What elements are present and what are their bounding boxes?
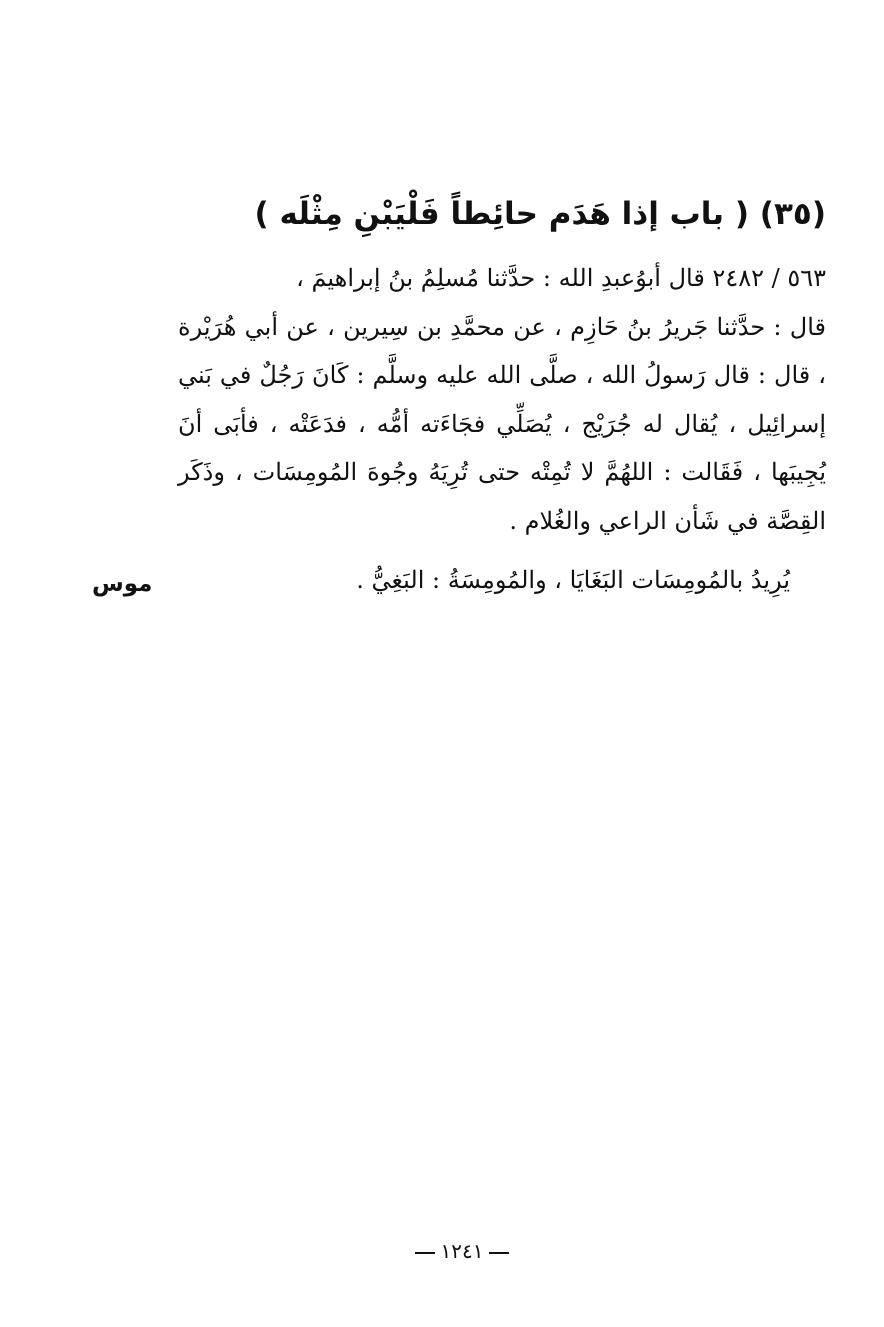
footer-dash-right	[489, 1252, 509, 1254]
page-footer	[392, 1236, 532, 1266]
page-number: ١٢٤١	[440, 1239, 484, 1263]
margin-root-word: موس	[92, 571, 153, 597]
hadith-body	[178, 254, 826, 545]
hadith-number-line: ٥٦٣ / ٢٤٨٢ قال أبوُعبدِ الله : حدَّثنا مُسلِمُ بنُ إبراهيمَ ،	[296, 264, 826, 292]
chapter-heading: (٣٥) ( باب إذا هَدَم حائِطاً فَلْيَبْنِ مِثْلَه )	[254, 196, 826, 232]
footer-dash-left	[415, 1252, 435, 1254]
gloss-note: يُرِيدُ بالمُومِسَات البَغَايَا ، والمُومِسَةُ : البَغِيُّ .	[356, 566, 790, 594]
hadith-text: قال : حدَّثنا جَريرُ بنُ حَازِم ، عن محمَّدِ بن سِيرين ، عن أبي هُرَيْرة ، قال : قال رَسولُ الله ، صلَّى الله عليه وسلَّم : كَانَ رَجُلٌ في بَني إسرائِيل ، يُقال له جُرَيْج ، يُصَلِّي فجَاءَته أمُّه ، فدَعَتْه ، فأبَى أنَ يُجِيبَها ، فَقَالت : اللهُمَّ لا تُمِتْه حتى تُرِيَهُ وجُوهَ المُومِسَات ، وذَكَر القِصَّة في شَأن الراعي والغُلام .	[178, 312, 826, 535]
